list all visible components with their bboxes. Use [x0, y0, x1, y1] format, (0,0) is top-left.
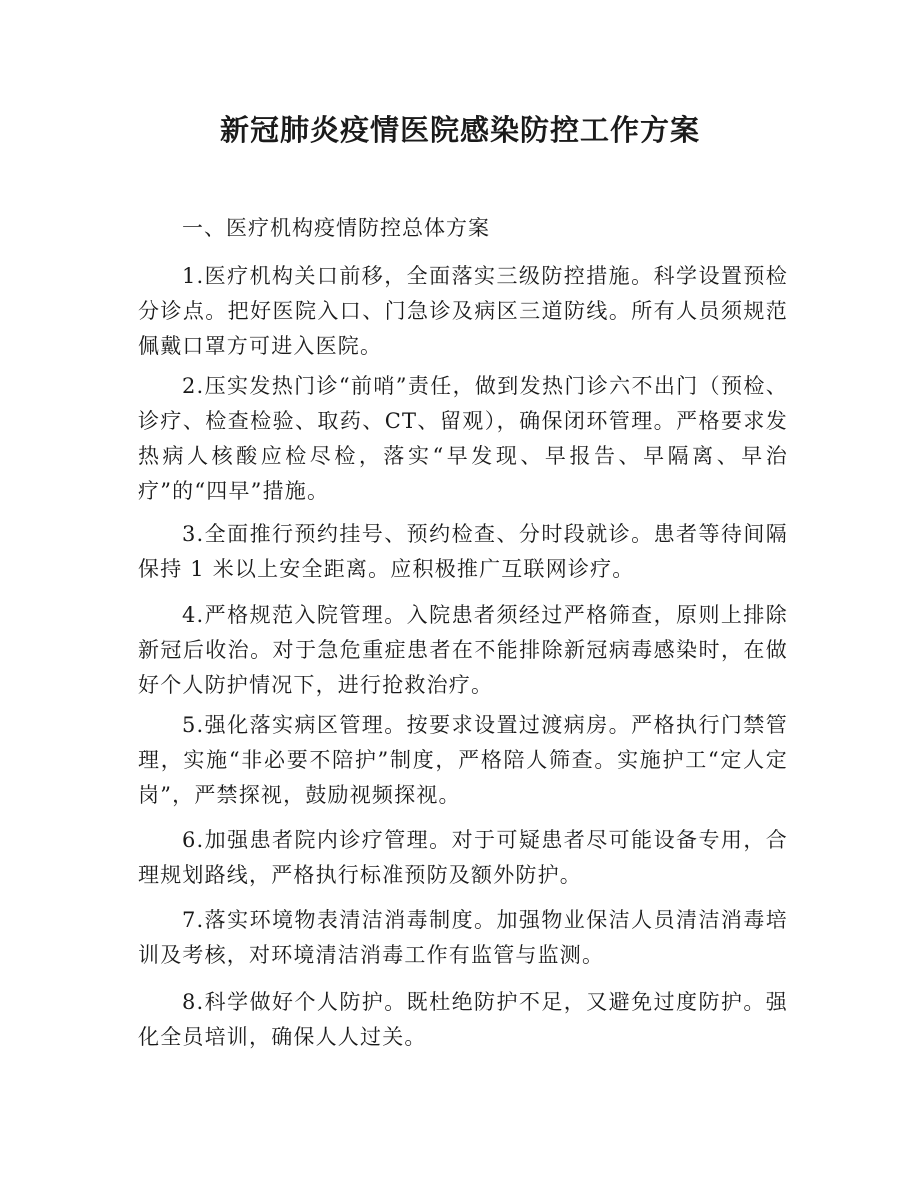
paragraph-1: 1.医疗机构关口前移，全面落实三级防控措施。科学设置预检分诊点。把好医院入口、门急诊及病区三道防线。所有人员须规范佩戴口罩方可进入医院。 [138, 264, 788, 358]
document-title: 新冠肺炎疫情医院感染防控工作方案 [219, 113, 700, 147]
paragraph-8: 8.科学做好个人防护。既杜绝防护不足，又避免过度防护。强化全员培训，确保人人过关。 [138, 990, 788, 1049]
paragraph-2: 2.压实发热门诊“前哨”责任，做到发热门诊六不出门（预检、诊疗、检查检验、取药、CT、留观），确保闭环管理。严格要求发热病人核酸应检尽检，落实“早发现、早报告、早隔离、早治疗”的“四早”措施。 [138, 374, 788, 503]
section-heading: 一、医疗机构疫情防控总体方案 [182, 216, 490, 240]
paragraph-3: 3.全面推行预约挂号、预约检查、分时段就诊。患者等待间隔保持 1 米以上安全距离。应积极推广互联网诊疗。 [138, 522, 788, 581]
paragraph-4: 4.严格规范入院管理。入院患者须经过严格筛查，原则上排除新冠后收治。对于急危重症患者在不能排除新冠病毒感染时，在做好个人防护情况下，进行抢救治疗。 [138, 603, 788, 697]
paragraph-7: 7.落实环境物表清洁消毒制度。加强物业保洁人员清洁消毒培训及考核，对环境清洁消毒工作有监管与监测。 [138, 908, 788, 967]
paragraph-6: 6.加强患者院内诊疗管理。对于可疑患者尽可能设备专用，合理规划路线，严格执行标准预防及额外防护。 [138, 828, 788, 887]
paragraph-5: 5.强化落实病区管理。按要求设置过渡病房。严格执行门禁管理，实施“非必要不陪护”制度，严格陪人筛查。实施护工“定人定岗”，严禁探视，鼓励视频探视。 [138, 713, 788, 807]
